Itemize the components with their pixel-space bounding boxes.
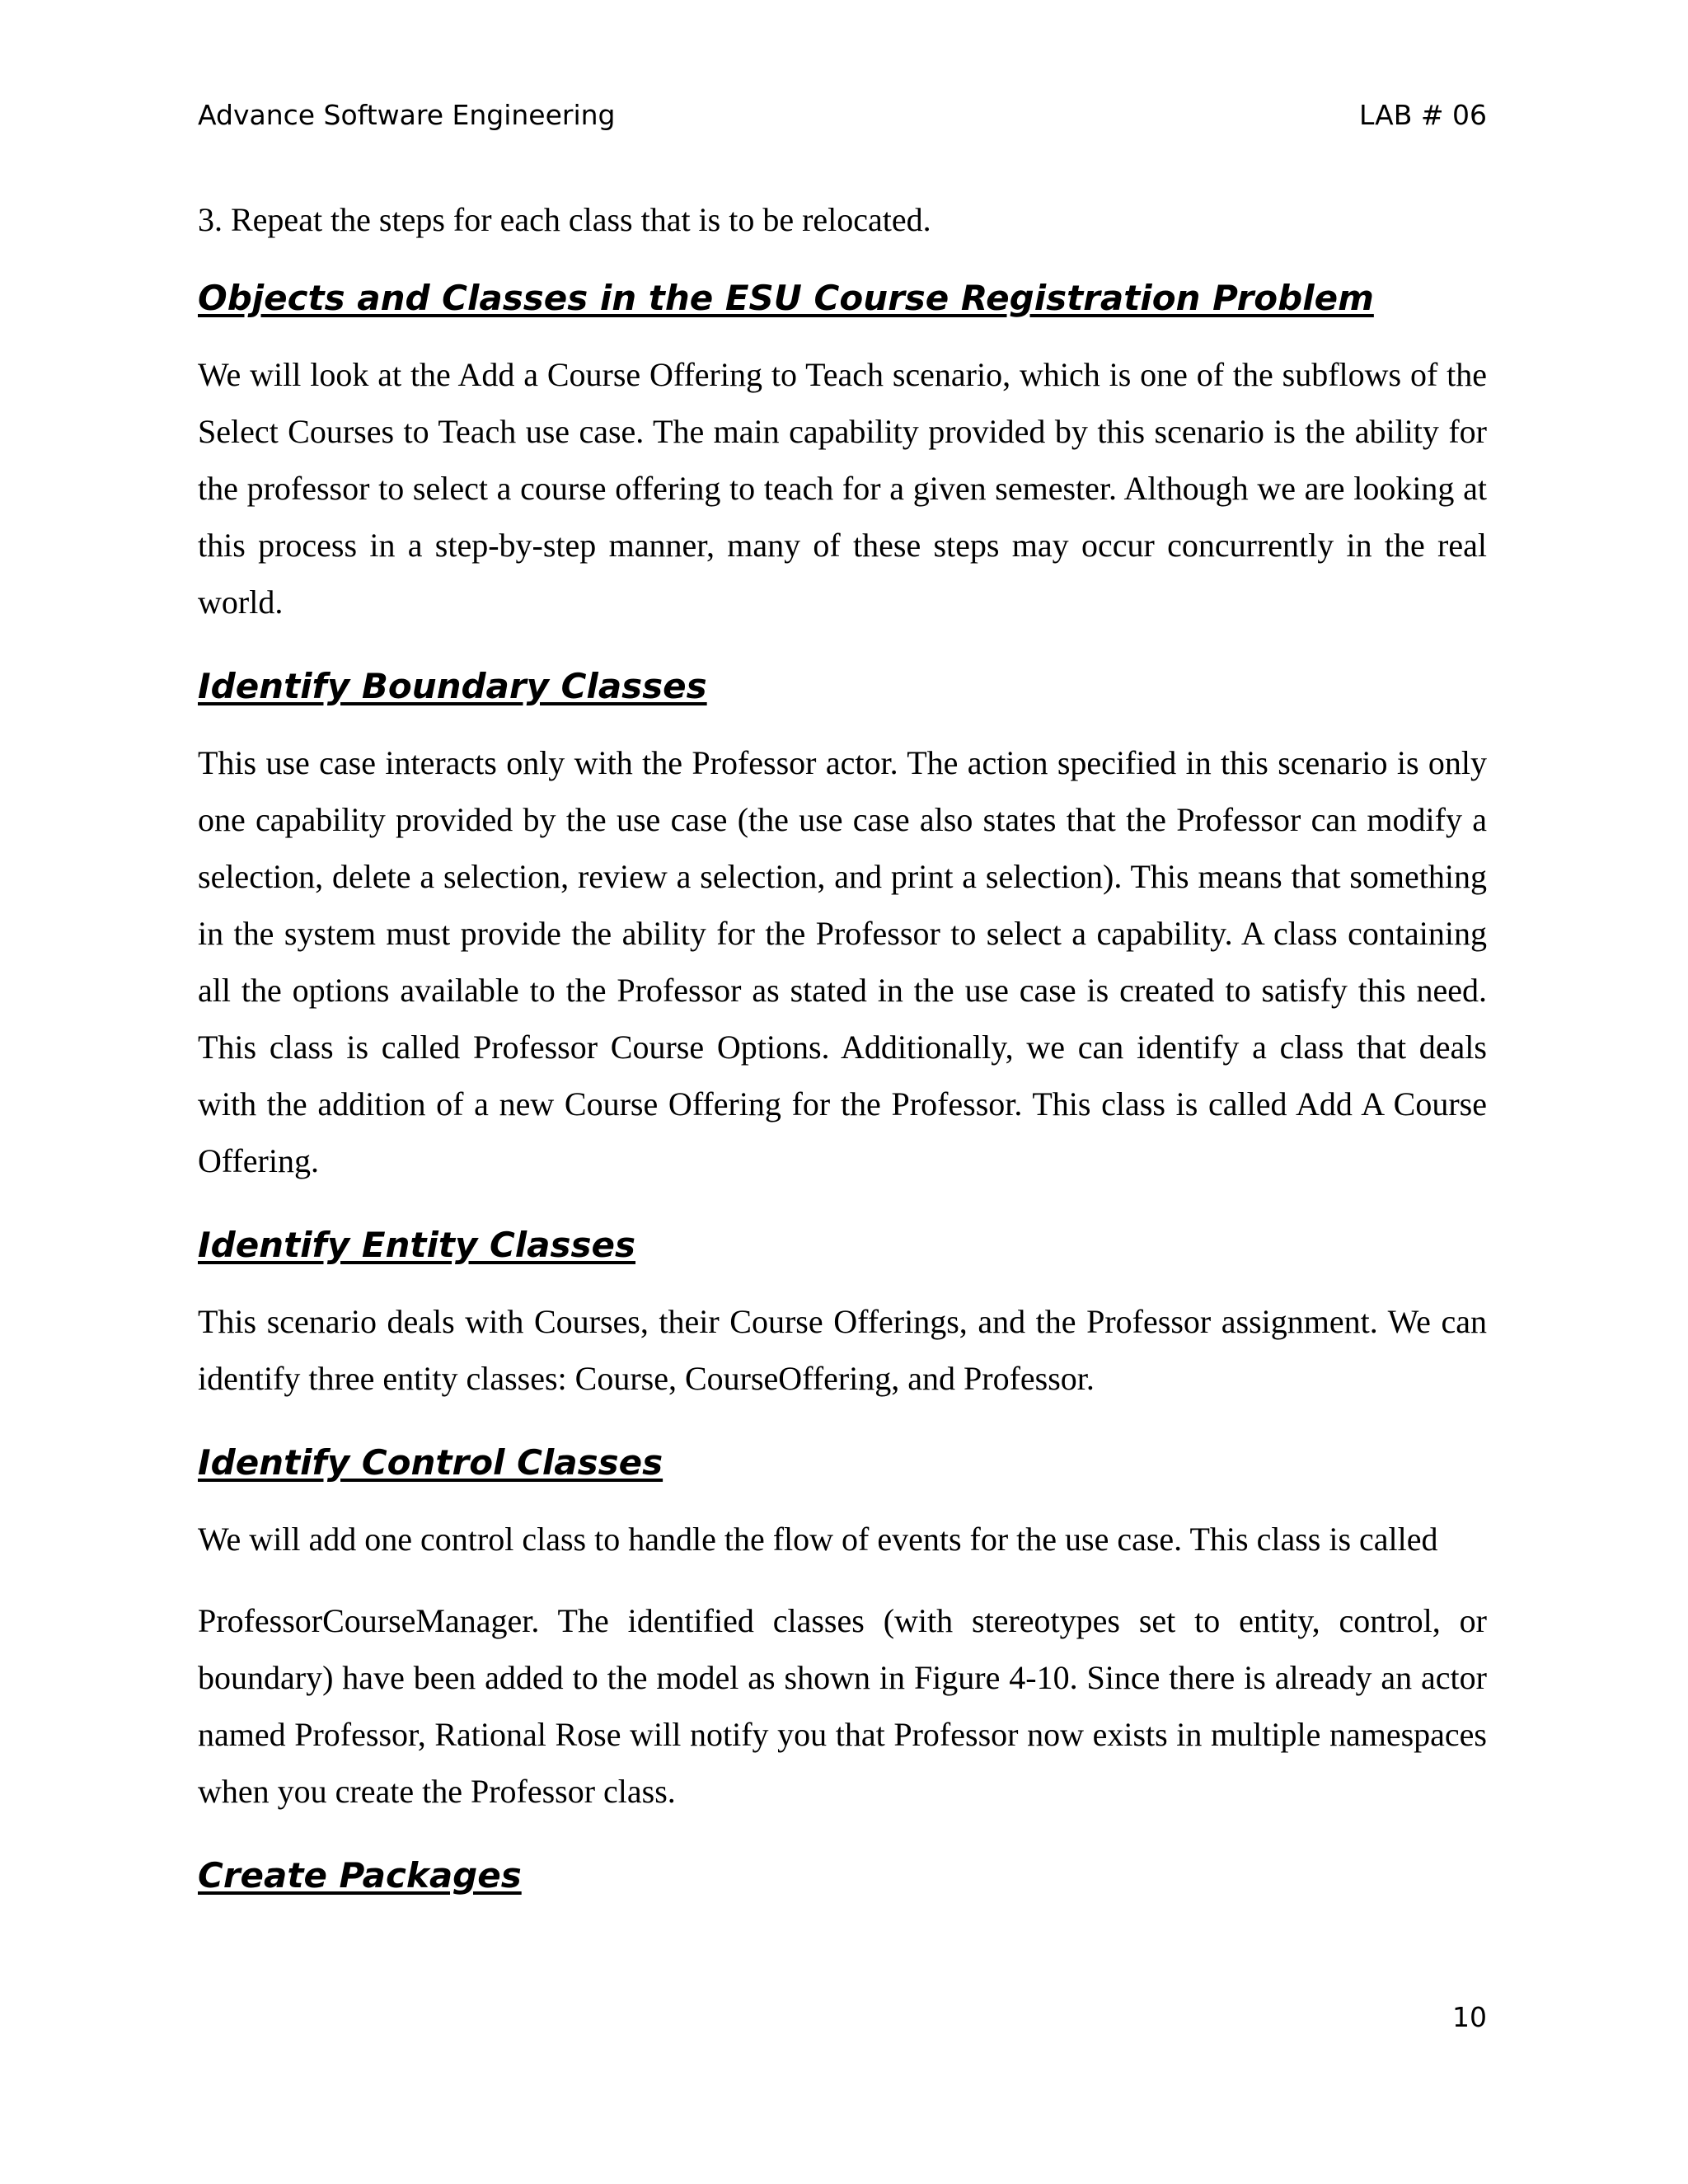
step-3-text: 3. Repeat the steps for each class that is to be relocated. <box>198 201 931 238</box>
header-course-title: Advance Software Engineering <box>198 99 616 131</box>
paragraph-objects-and-classes: We will look at the Add a Course Offering to Teach scenario, which is one of the subflows of the Select Courses to Teach use case. The main capability provided by this scenario is the ability for the professor to select a course offering to teach for a given semester. Although we are looking at this process in a step-by-step manner, many of these steps may occur concurrently in the real world. <box>198 356 1487 621</box>
heading-control-classes: Identify Control Classes <box>198 1442 663 1483</box>
page-number: 10 <box>1452 2001 1487 2033</box>
paragraph-control-classes-line: We will add one control class to handle the flow of events for the use case. This class is called <box>198 1521 1438 1558</box>
page-content <box>198 191 1487 1924</box>
paragraph-control-classes-detail: ProfessorCourseManager. The identified classes (with stereotypes set to entity, control, or boundary) have been added to the model as shown in Figure 4-10. Since there is already an actor named Professor, Rational Rose will notify you that Professor now exists in multiple namespaces when you create the Professor class. <box>198 1602 1487 1810</box>
heading-boundary-classes: Identify Boundary Classes <box>198 666 707 706</box>
paragraph-entity-classes: This scenario deals with Courses, their Course Offerings, and the Professor assignment. We can identify three entity classes: Course, CourseOffering, and Professor. <box>198 1303 1487 1397</box>
header-lab-number: LAB # 06 <box>1359 99 1487 131</box>
heading-objects-and-classes: Objects and Classes in the ESU Course Registration Problem <box>198 278 1374 318</box>
paragraph-boundary-classes: This use case interacts only with the Professor actor. The action specified in this scenario is only one capability provided by the use case (the use case also states that the Professor can modify a selection, delete a selection, review a selection, and print a selection). This means that something in the system must provide the ability for the Professor to select a capability. A class containing all the options available to the Professor as stated in the use case is created to satisfy this need. This class is called Professor Course Options. Additionally, we can identify a class that deals with the addition of a new Course Offering for the Professor. This class is called Add A Course Offering. <box>198 744 1487 1179</box>
heading-entity-classes: Identify Entity Classes <box>198 1225 636 1265</box>
heading-create-packages: Create Packages <box>198 1855 522 1896</box>
